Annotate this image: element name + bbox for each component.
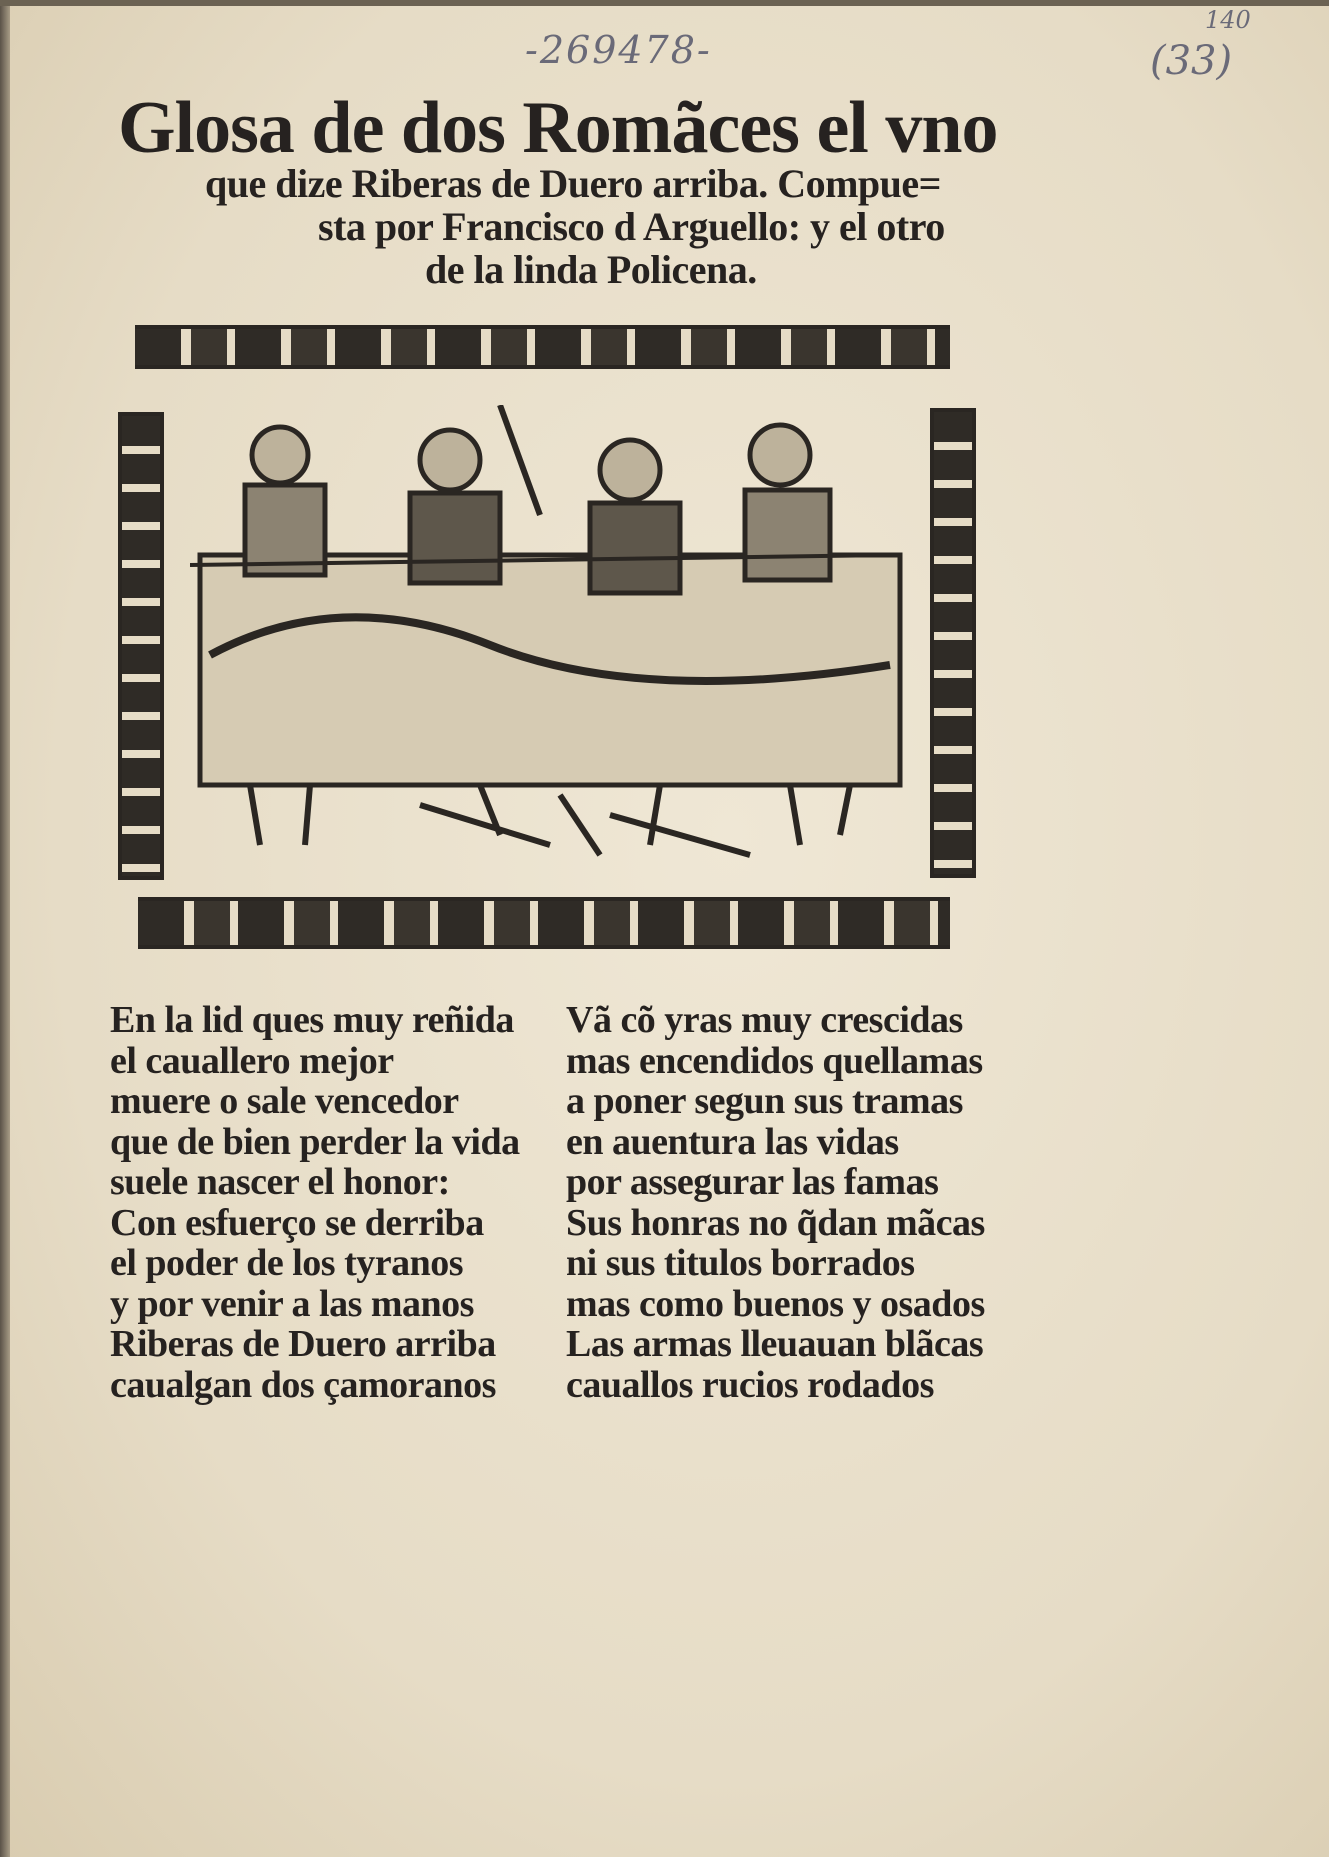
page-edge [0, 0, 10, 1857]
knight-figure [245, 427, 325, 575]
woodcut-illustration-knights [190, 405, 910, 875]
verse-line: Sus honras no q̃dan mãcas [566, 1201, 985, 1244]
verse-line: Con esfuerço se derriba [110, 1201, 484, 1244]
verse-line: ni sus titulos borrados [566, 1242, 915, 1284]
folio-bracketed: (33) [1150, 38, 1233, 84]
verse-line: en auentura las vidas [566, 1120, 899, 1163]
verse-line: que de bien perder la vida [110, 1120, 520, 1163]
verse-line: el poder de los tyranos [110, 1242, 464, 1284]
verse-column-left [110, 1000, 520, 1405]
verse-line: muere o sale vencedor [110, 1080, 459, 1122]
subtitle-line: sta por Francisco d Arguello: y el otro [318, 204, 945, 249]
folio-number: 140 [1205, 6, 1251, 34]
verse-line: mas como buenos y osados [566, 1282, 985, 1325]
ornamental-pillar-left [118, 412, 164, 880]
verse-line: mas encendidos quellamas [566, 1039, 983, 1082]
ornamental-border-top [135, 325, 950, 369]
verse-line: suele nascer el honor: [110, 1161, 450, 1203]
verse-line: a poner segun sus tramas [566, 1080, 963, 1122]
shelfmark-annotation: -269478- [525, 28, 712, 72]
knight-figure [590, 440, 680, 593]
ornamental-border-bottom [138, 897, 950, 949]
verse-line: cauallos rucios rodados [566, 1363, 934, 1406]
verse-line: En la lid ques muy reñida [110, 999, 514, 1041]
verse-column-right [566, 1000, 985, 1405]
verse-line: el cauallero mejor [110, 1039, 394, 1082]
verse-line: por assegurar las famas [566, 1161, 939, 1203]
verse-line: caualgan dos çamoranos [110, 1363, 496, 1406]
ornamental-pillar-right [930, 408, 976, 878]
subtitle-line: que dize Riberas de Duero arriba. Compue= [205, 161, 941, 206]
verse-line: y por venir a las manos [110, 1282, 474, 1325]
page-title: Glosa de dos Romãces el vno [118, 87, 998, 169]
verse-line: Las armas lleuauan blãcas [566, 1323, 984, 1365]
subtitle-line: de la linda Policena. [425, 247, 757, 292]
verse-line: Vã cõ yras muy crescidas [566, 999, 963, 1041]
page-top-edge [0, 0, 1329, 6]
verse-line: Riberas de Duero arriba [110, 1323, 496, 1365]
